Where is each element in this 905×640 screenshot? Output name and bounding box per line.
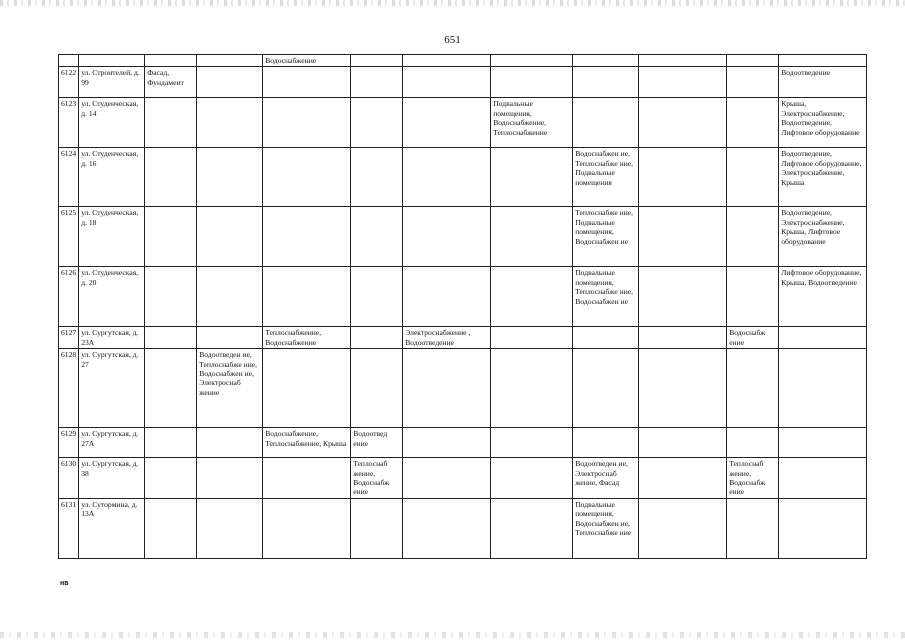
table-cell [403,98,491,148]
table-cell [727,55,779,67]
table-cell [197,148,263,207]
table-cell [351,327,403,349]
table-cell [403,148,491,207]
row-number-cell: 6127 [59,327,79,349]
table-cell: Лифтовое оборудование, Крыша, Водоотведение [779,267,867,327]
table-cell [351,148,403,207]
table-cell [779,349,867,428]
table-cell [573,349,639,428]
footer-mark: нв [60,580,69,587]
address-cell: ул. Сургутская, д. 27 [79,349,145,428]
row-number-cell: 6131 [59,498,79,558]
table-row [59,55,867,67]
table-cell [197,98,263,148]
table-cell [263,67,351,98]
table-cell: Водоотведение [779,67,867,98]
table-cell [727,98,779,148]
table-cell: Крыша, Электроснабжение, Водоотведение, Лифтовое оборудование [779,98,867,148]
table-cell [491,148,573,207]
address-cell: ул. Студенческая, д. 16 [79,148,145,207]
table-cell [491,498,573,558]
table-cell [491,349,573,428]
table-row [59,458,867,499]
table-cell [197,55,263,67]
table-cell [639,148,727,207]
address-cell [79,55,145,67]
table-cell [727,498,779,558]
table-cell [779,458,867,499]
table-cell [197,207,263,267]
table-cell [145,98,197,148]
table-cell [145,327,197,349]
row-number-cell: 6125 [59,207,79,267]
table-cell [403,207,491,267]
table-cell [197,267,263,327]
table-cell [639,498,727,558]
table-cell [403,458,491,499]
table-row [59,267,867,327]
table-cell: Теплоснабжение, Водоснабжение [263,327,351,349]
page-number: 651 [444,34,461,46]
address-cell: ул. Сургутская, д. 23А [79,327,145,349]
table-cell [639,67,727,98]
table-cell [263,207,351,267]
table-row [59,428,867,458]
table-cell: Водоотведен ие, Электроснаб жение, Фасад [573,458,639,499]
table-cell: Водоснабжен ие, Теплоснабже ние, Подвальные помещения [573,148,639,207]
table-cell [263,458,351,499]
table-cell [491,267,573,327]
address-cell: ул. Сургутская, д. 27А [79,428,145,458]
table-cell [263,349,351,428]
table-cell [351,498,403,558]
address-cell: ул. Студенческая, д. 14 [79,98,145,148]
table-cell: Электроснабжение , Водоотведение [403,327,491,349]
table-cell [639,207,727,267]
table-cell: Водоотведение, Лифтовое оборудование, Электроснабжение, Крыша [779,148,867,207]
table-cell [145,428,197,458]
table-cell: Фасад, Фундамент [145,67,197,98]
table-cell: Водоснабжение [263,55,351,67]
table-cell [573,55,639,67]
table-cell [145,458,197,499]
table-cell [351,349,403,428]
table-cell [727,207,779,267]
table-cell [145,498,197,558]
table-cell [727,428,779,458]
table-cell [779,428,867,458]
table-cell: Теплоснаб жение, Водоснабж ение [351,458,403,499]
table-cell: Водоснабжение, Теплоснабжение, Крыша [263,428,351,458]
table-cell: Подвальные помещения, Теплоснабже ние, Водоснабжен ие [573,267,639,327]
table-cell [403,428,491,458]
table-cell [403,55,491,67]
table-cell [197,498,263,558]
table-cell: Теплоснаб жение, Водоснабж ение [727,458,779,499]
table-cell: Водоотведен ие, Теплоснабже ние, Водоснабжен ие, Электроснаб жение [197,349,263,428]
row-number-cell: 6129 [59,428,79,458]
table-cell [491,55,573,67]
row-number-cell: 6124 [59,148,79,207]
table-cell: Подвальные помещения, Водоснабжение, Теплоснабжение [491,98,573,148]
table-cell [351,67,403,98]
table-cell: Водоснабж ение [727,327,779,349]
scan-edge-top [0,0,905,6]
table-cell [491,458,573,499]
table-cell [491,67,573,98]
table-cell [573,327,639,349]
table-cell [351,207,403,267]
table-cell [403,349,491,428]
table-cell [197,327,263,349]
table-row [59,98,867,148]
table-cell [145,207,197,267]
table-cell [145,349,197,428]
table-cell [491,428,573,458]
table-cell [639,428,727,458]
table-cell [639,327,727,349]
table-cell [639,55,727,67]
row-number-cell: 6126 [59,267,79,327]
table-cell [639,458,727,499]
scan-edge-bottom [0,632,905,638]
table-cell [145,267,197,327]
table-cell [491,207,573,267]
table-row [59,327,867,349]
table-cell [727,148,779,207]
address-cell: ул. Студенческая, д. 18 [79,207,145,267]
table-cell [197,458,263,499]
table-cell [403,67,491,98]
table-cell: Водоотведение, Электроснабжение, Крыша, Лифтовое оборудование [779,207,867,267]
table-cell [403,498,491,558]
table-cell [727,349,779,428]
table-cell [145,55,197,67]
table-body [59,55,867,559]
row-number-cell: 6128 [59,349,79,428]
row-number-cell: 6130 [59,458,79,499]
row-number-cell: 6123 [59,98,79,148]
table-cell [573,67,639,98]
table-cell [145,148,197,207]
table-cell [491,327,573,349]
table-cell [351,98,403,148]
row-number-cell: 6122 [59,67,79,98]
table-cell [639,98,727,148]
table-cell [263,98,351,148]
table-cell [351,55,403,67]
table-cell [779,327,867,349]
address-cell: ул. Сургутская, д. 38 [79,458,145,499]
table-cell [263,148,351,207]
address-cell: ул. Сутормина, д. 13А [79,498,145,558]
table-row [59,498,867,558]
table-row [59,349,867,428]
table-cell [779,498,867,558]
table-cell: Теплоснабже ние, Подвальные помещения, Водоснабжен ие [573,207,639,267]
table-row [59,148,867,207]
works-table [58,54,867,559]
table-cell [573,98,639,148]
table-cell [197,428,263,458]
table-cell: Подвальные помещения, Водоснабжен ие, Теплоснабже ние [573,498,639,558]
table-row [59,207,867,267]
table-cell [779,55,867,67]
address-cell: ул. Студенческая, д. 20 [79,267,145,327]
table-cell [573,428,639,458]
address-cell: ул. Строителей, д. 99 [79,67,145,98]
table-cell [727,267,779,327]
table-cell [403,267,491,327]
row-number-cell [59,55,79,67]
table-cell: Водоотвед ение [351,428,403,458]
table-cell [263,267,351,327]
table-cell [263,498,351,558]
table-cell [197,67,263,98]
table-cell [639,349,727,428]
table-cell [351,267,403,327]
table-cell [727,67,779,98]
table-cell [639,267,727,327]
table-row [59,67,867,98]
